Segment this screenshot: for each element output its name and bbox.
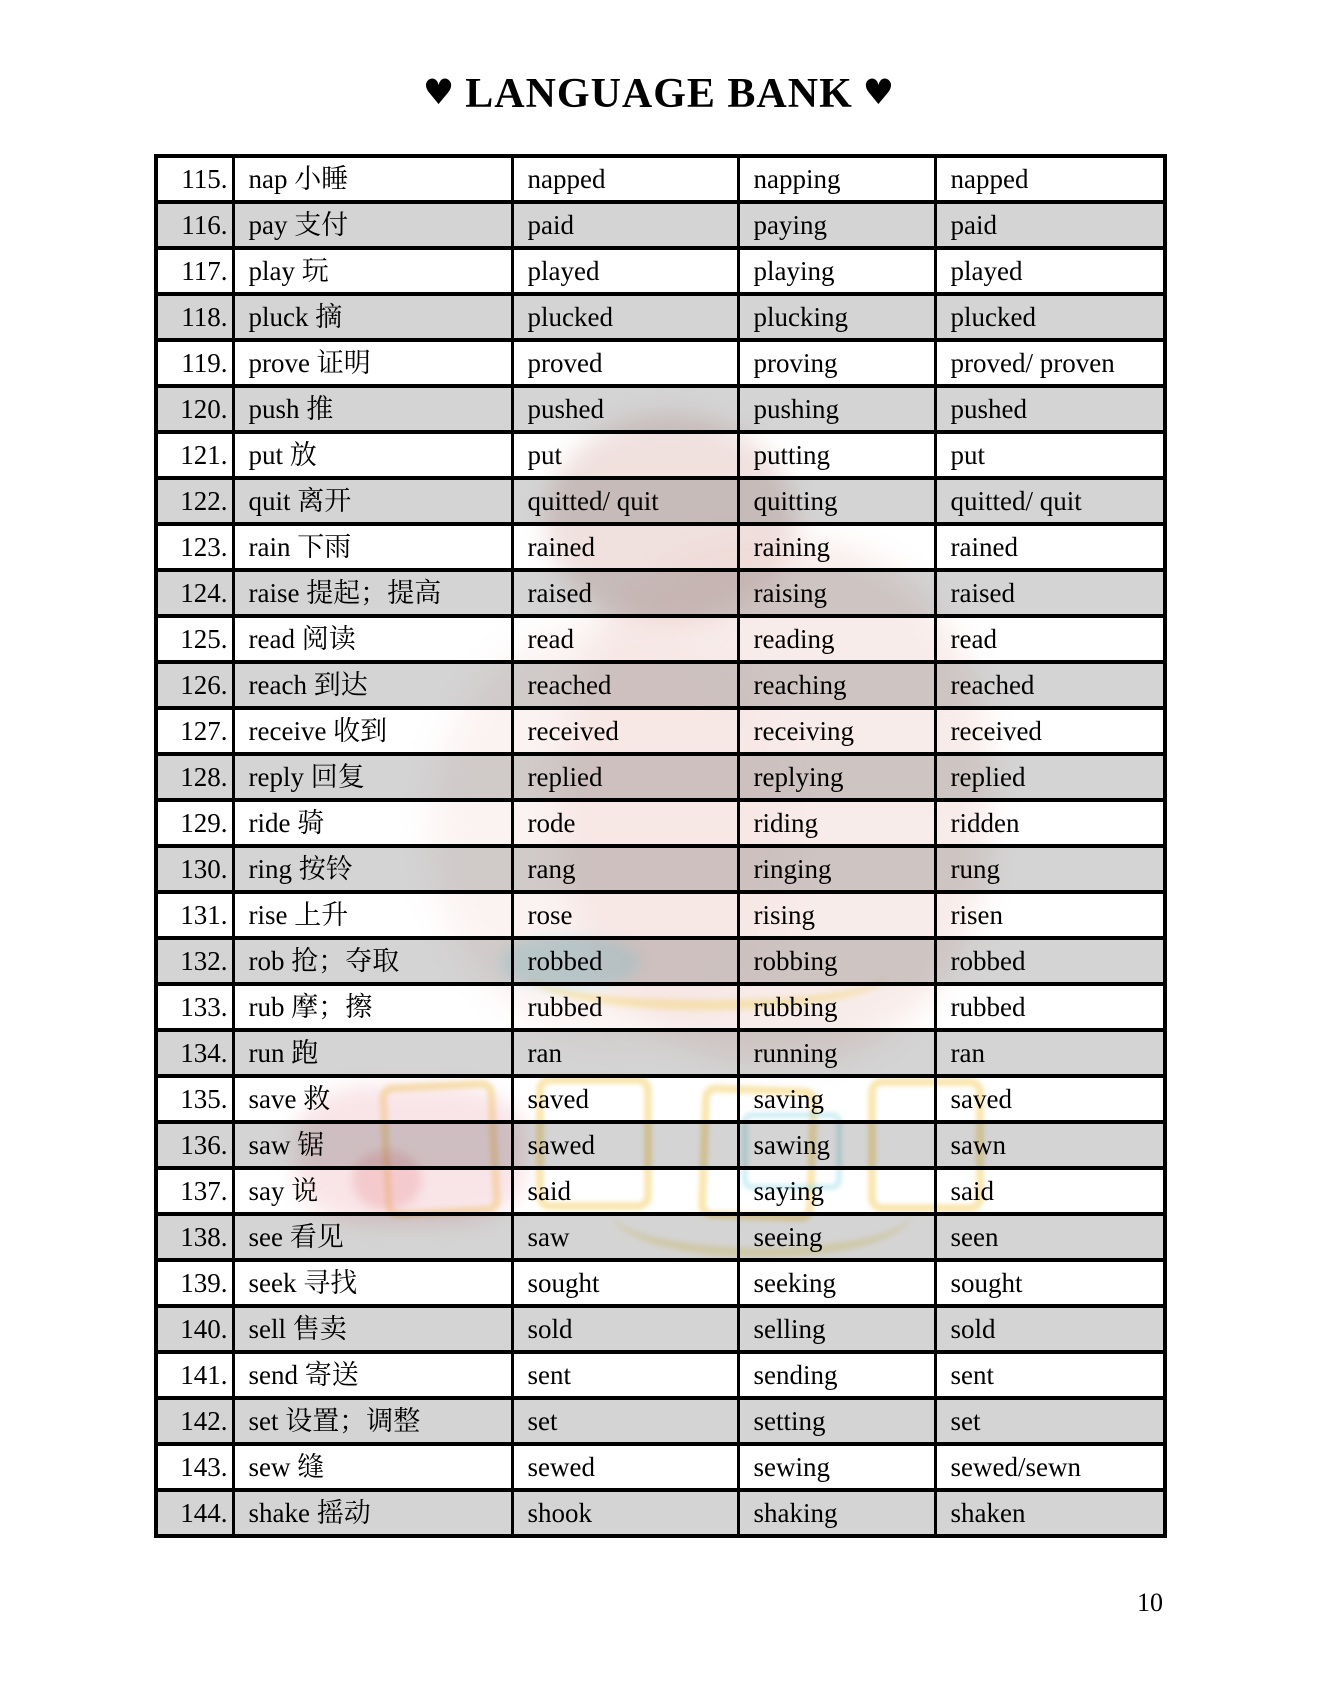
verb-cell: ride 骑: [233, 800, 512, 846]
row-number-cell: 143.: [156, 1444, 233, 1490]
row-number-cell: 115.: [156, 156, 233, 202]
past-participle-cell: seen: [935, 1214, 1165, 1260]
past-tense-cell: read: [512, 616, 738, 662]
past-participle-cell: pushed: [935, 386, 1165, 432]
past-participle-cell: played: [935, 248, 1165, 294]
page-title: [0, 70, 1318, 118]
table-row: [156, 1444, 1165, 1490]
table-row: [156, 570, 1165, 616]
past-tense-cell: quitted/ quit: [512, 478, 738, 524]
present-participle-cell: reading: [738, 616, 935, 662]
present-participle-cell: plucking: [738, 294, 935, 340]
row-number-cell: 134.: [156, 1030, 233, 1076]
row-number-cell: 119.: [156, 340, 233, 386]
table-row: [156, 432, 1165, 478]
table-row: [156, 662, 1165, 708]
table-row: [156, 1214, 1165, 1260]
table-row: [156, 1168, 1165, 1214]
row-number-cell: 123.: [156, 524, 233, 570]
verb-cell: push 推: [233, 386, 512, 432]
past-participle-cell: read: [935, 616, 1165, 662]
past-participle-cell: said: [935, 1168, 1165, 1214]
past-tense-cell: put: [512, 432, 738, 478]
row-number-cell: 137.: [156, 1168, 233, 1214]
verb-cell: put 放: [233, 432, 512, 478]
past-participle-cell: received: [935, 708, 1165, 754]
past-participle-cell: reached: [935, 662, 1165, 708]
past-tense-cell: rained: [512, 524, 738, 570]
present-participle-cell: napping: [738, 156, 935, 202]
present-participle-cell: playing: [738, 248, 935, 294]
verb-cell: prove 证明: [233, 340, 512, 386]
past-tense-cell: plucked: [512, 294, 738, 340]
present-participle-cell: sawing: [738, 1122, 935, 1168]
past-tense-cell: paid: [512, 202, 738, 248]
past-participle-cell: robbed: [935, 938, 1165, 984]
row-number-cell: 130.: [156, 846, 233, 892]
heart-icon-left: ♥: [422, 73, 456, 113]
verb-cell: run 跑: [233, 1030, 512, 1076]
row-number-cell: 135.: [156, 1076, 233, 1122]
past-participle-cell: plucked: [935, 294, 1165, 340]
past-participle-cell: quitted/ quit: [935, 478, 1165, 524]
past-participle-cell: sewed/sewn: [935, 1444, 1165, 1490]
table-row: [156, 708, 1165, 754]
table-row: [156, 156, 1165, 202]
past-participle-cell: sent: [935, 1352, 1165, 1398]
past-tense-cell: pushed: [512, 386, 738, 432]
verb-cell: reach 到达: [233, 662, 512, 708]
past-participle-cell: set: [935, 1398, 1165, 1444]
past-participle-cell: ran: [935, 1030, 1165, 1076]
present-participle-cell: saying: [738, 1168, 935, 1214]
table-row: [156, 846, 1165, 892]
page-number: 10: [1137, 1588, 1163, 1617]
past-participle-cell: rained: [935, 524, 1165, 570]
present-participle-cell: ringing: [738, 846, 935, 892]
verb-cell: save 救: [233, 1076, 512, 1122]
present-participle-cell: riding: [738, 800, 935, 846]
verb-cell: raise 提起；提高: [233, 570, 512, 616]
table-row: [156, 524, 1165, 570]
table-row: [156, 800, 1165, 846]
verb-cell: reply 回复: [233, 754, 512, 800]
past-tense-cell: sawed: [512, 1122, 738, 1168]
table-row: [156, 754, 1165, 800]
row-number-cell: 132.: [156, 938, 233, 984]
present-participle-cell: rising: [738, 892, 935, 938]
present-participle-cell: raising: [738, 570, 935, 616]
past-participle-cell: sought: [935, 1260, 1165, 1306]
heart-icon-right: ♥: [862, 73, 896, 113]
row-number-cell: 116.: [156, 202, 233, 248]
row-number-cell: 144.: [156, 1490, 233, 1536]
present-participle-cell: saving: [738, 1076, 935, 1122]
past-participle-cell: rubbed: [935, 984, 1165, 1030]
table-row: [156, 1398, 1165, 1444]
row-number-cell: 124.: [156, 570, 233, 616]
verb-cell: sell 售卖: [233, 1306, 512, 1352]
table-row: [156, 1490, 1165, 1536]
verb-cell: rise 上升: [233, 892, 512, 938]
present-participle-cell: proving: [738, 340, 935, 386]
verb-cell: receive 收到: [233, 708, 512, 754]
present-participle-cell: quitting: [738, 478, 935, 524]
past-tense-cell: robbed: [512, 938, 738, 984]
row-number-cell: 118.: [156, 294, 233, 340]
table-row: [156, 386, 1165, 432]
present-participle-cell: reaching: [738, 662, 935, 708]
past-tense-cell: saved: [512, 1076, 738, 1122]
past-tense-cell: saw: [512, 1214, 738, 1260]
table-row: [156, 1260, 1165, 1306]
past-participle-cell: put: [935, 432, 1165, 478]
verb-cell: play 玩: [233, 248, 512, 294]
present-participle-cell: sending: [738, 1352, 935, 1398]
past-tense-cell: rubbed: [512, 984, 738, 1030]
verb-cell: read 阅读: [233, 616, 512, 662]
past-participle-cell: napped: [935, 156, 1165, 202]
past-tense-cell: napped: [512, 156, 738, 202]
present-participle-cell: shaking: [738, 1490, 935, 1536]
verb-cell: rob 抢；夺取: [233, 938, 512, 984]
past-tense-cell: received: [512, 708, 738, 754]
past-participle-cell: paid: [935, 202, 1165, 248]
verb-cell: pluck 摘: [233, 294, 512, 340]
table-row: [156, 478, 1165, 524]
past-participle-cell: ridden: [935, 800, 1165, 846]
row-number-cell: 120.: [156, 386, 233, 432]
past-tense-cell: ran: [512, 1030, 738, 1076]
past-participle-cell: sold: [935, 1306, 1165, 1352]
verb-cell: quit 离开: [233, 478, 512, 524]
table-row: [156, 294, 1165, 340]
table-row: [156, 1122, 1165, 1168]
present-participle-cell: running: [738, 1030, 935, 1076]
past-participle-cell: replied: [935, 754, 1165, 800]
verb-cell: sew 缝: [233, 1444, 512, 1490]
past-tense-cell: rose: [512, 892, 738, 938]
past-participle-cell: risen: [935, 892, 1165, 938]
present-participle-cell: setting: [738, 1398, 935, 1444]
present-participle-cell: seeking: [738, 1260, 935, 1306]
table-row: [156, 616, 1165, 662]
verb-cell: pay 支付: [233, 202, 512, 248]
past-tense-cell: sought: [512, 1260, 738, 1306]
row-number-cell: 129.: [156, 800, 233, 846]
present-participle-cell: sewing: [738, 1444, 935, 1490]
row-number-cell: 122.: [156, 478, 233, 524]
table-row: [156, 1306, 1165, 1352]
past-tense-cell: raised: [512, 570, 738, 616]
row-number-cell: 121.: [156, 432, 233, 478]
row-number-cell: 142.: [156, 1398, 233, 1444]
past-tense-cell: said: [512, 1168, 738, 1214]
past-tense-cell: sold: [512, 1306, 738, 1352]
row-number-cell: 128.: [156, 754, 233, 800]
page-title-text: LANGUAGE BANK: [465, 71, 853, 117]
past-tense-cell: played: [512, 248, 738, 294]
present-participle-cell: selling: [738, 1306, 935, 1352]
row-number-cell: 127.: [156, 708, 233, 754]
verb-cell: rain 下雨: [233, 524, 512, 570]
past-tense-cell: rode: [512, 800, 738, 846]
row-number-cell: 125.: [156, 616, 233, 662]
past-tense-cell: set: [512, 1398, 738, 1444]
past-participle-cell: sawn: [935, 1122, 1165, 1168]
row-number-cell: 133.: [156, 984, 233, 1030]
past-tense-cell: rang: [512, 846, 738, 892]
table-row: [156, 984, 1165, 1030]
verb-cell: see 看见: [233, 1214, 512, 1260]
table-row: [156, 1076, 1165, 1122]
table-row: [156, 892, 1165, 938]
present-participle-cell: pushing: [738, 386, 935, 432]
past-tense-cell: reached: [512, 662, 738, 708]
verb-cell: saw 锯: [233, 1122, 512, 1168]
past-participle-cell: rung: [935, 846, 1165, 892]
table-row: [156, 202, 1165, 248]
present-participle-cell: receiving: [738, 708, 935, 754]
present-participle-cell: raining: [738, 524, 935, 570]
verb-cell: send 寄送: [233, 1352, 512, 1398]
row-number-cell: 139.: [156, 1260, 233, 1306]
row-number-cell: 117.: [156, 248, 233, 294]
table-row: [156, 1030, 1165, 1076]
table-row: [156, 1352, 1165, 1398]
verb-cell: ring 按铃: [233, 846, 512, 892]
past-participle-cell: saved: [935, 1076, 1165, 1122]
past-participle-cell: raised: [935, 570, 1165, 616]
row-number-cell: 136.: [156, 1122, 233, 1168]
verb-table: [154, 154, 1167, 1538]
verb-cell: set 设置；调整: [233, 1398, 512, 1444]
past-tense-cell: shook: [512, 1490, 738, 1536]
present-participle-cell: paying: [738, 202, 935, 248]
verb-cell: rub 摩；擦: [233, 984, 512, 1030]
row-number-cell: 126.: [156, 662, 233, 708]
past-tense-cell: sewed: [512, 1444, 738, 1490]
past-tense-cell: replied: [512, 754, 738, 800]
present-participle-cell: rubbing: [738, 984, 935, 1030]
verb-cell: say 说: [233, 1168, 512, 1214]
present-participle-cell: replying: [738, 754, 935, 800]
verb-cell: seek 寻找: [233, 1260, 512, 1306]
past-participle-cell: proved/ proven: [935, 340, 1165, 386]
row-number-cell: 141.: [156, 1352, 233, 1398]
row-number-cell: 140.: [156, 1306, 233, 1352]
present-participle-cell: robbing: [738, 938, 935, 984]
past-tense-cell: sent: [512, 1352, 738, 1398]
row-number-cell: 131.: [156, 892, 233, 938]
verb-cell: shake 摇动: [233, 1490, 512, 1536]
past-participle-cell: shaken: [935, 1490, 1165, 1536]
present-participle-cell: seeing: [738, 1214, 935, 1260]
present-participle-cell: putting: [738, 432, 935, 478]
row-number-cell: 138.: [156, 1214, 233, 1260]
table-row: [156, 248, 1165, 294]
table-row: [156, 340, 1165, 386]
verb-cell: nap 小睡: [233, 156, 512, 202]
table-row: [156, 938, 1165, 984]
past-tense-cell: proved: [512, 340, 738, 386]
